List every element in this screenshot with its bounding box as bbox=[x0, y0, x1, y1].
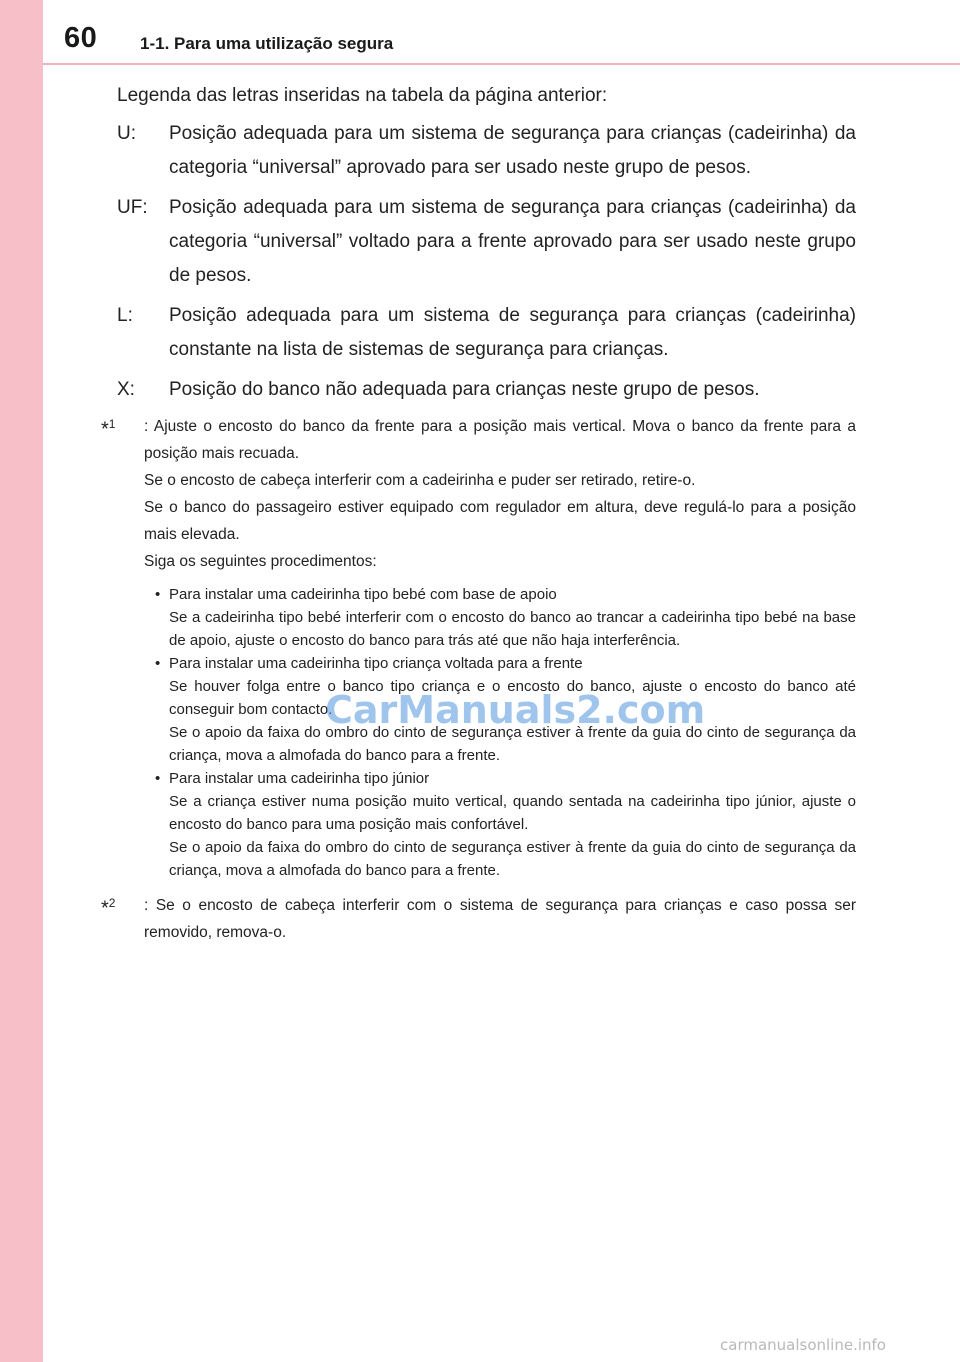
bullet-dot-icon: • bbox=[155, 770, 161, 787]
legend-key: L: bbox=[117, 305, 133, 326]
legend-text: Posição adequada para um sistema de segurança para crianças (cadeirinha) constante na lista de sistemas de segurança para crianças. bbox=[169, 305, 856, 360]
bullet-dot-icon: • bbox=[155, 655, 161, 672]
bullet-dot-icon: • bbox=[155, 586, 161, 603]
procedure-list bbox=[117, 583, 856, 882]
section-title: 1-1. Para uma utilização segura bbox=[140, 34, 394, 53]
legend-key: X: bbox=[117, 379, 135, 400]
page-number: 60 bbox=[64, 22, 98, 54]
legend-text: Posição adequada para um sistema de segurança para crianças (cadeirinha) da categoria “universal” voltado para a frente aprovado para ser usado neste grupo de pesos. bbox=[169, 197, 856, 286]
footnote-marker: *$^1$ bbox=[101, 417, 116, 441]
procedure-text: Se houver folga entre o banco tipo criança e o encosto do banco, ajuste o encosto do banco até conseguir bom contacto. bbox=[169, 678, 856, 718]
procedure-title: Para instalar uma cadeirinha tipo bebé com base de apoio bbox=[169, 586, 557, 603]
footer-watermark: carmanualsonline.info bbox=[720, 1336, 886, 1354]
page-content bbox=[101, 80, 856, 946]
footnote-line: Se o encosto de cabeça interferir com a cadeirinha e puder ser retirado, retire-o. bbox=[144, 472, 696, 489]
footnote-marker: *$^2$ bbox=[101, 896, 116, 920]
procedure-title: Para instalar uma cadeirinha tipo júnior bbox=[169, 770, 430, 787]
procedure-title: Para instalar uma cadeirinha tipo criança voltada para a frente bbox=[169, 655, 583, 672]
footnote-line: Siga os seguintes procedimentos: bbox=[144, 553, 377, 570]
procedure-text: Se a criança estiver numa posição muito vertical, quando sentada na cadeirinha tipo júnior, ajuste o encosto do banco para uma posição mais confortável. bbox=[169, 793, 856, 833]
footnote-1 bbox=[101, 413, 856, 882]
legend-item-x bbox=[117, 373, 856, 407]
footnote-2 bbox=[101, 892, 856, 946]
footnote-line: : Ajuste o encosto do banco da frente para a posição mais vertical. Mova o banco da frente para a posição mais recuada. bbox=[144, 418, 856, 462]
legend-intro: Legenda das letras inseridas na tabela da página anterior: bbox=[117, 85, 608, 106]
procedure-text: Se a cadeirinha tipo bebé interferir com o encosto do banco ao trancar a cadeirinha tipo bebé na base de apoio, ajuste o encosto do banco para trás até que não haja interferência. bbox=[169, 609, 856, 649]
legend-item-l bbox=[117, 299, 856, 367]
footnote-line: : Se o encosto de cabeça interferir com o sistema de segurança para crianças e caso possa ser removido, remova-o. bbox=[144, 897, 856, 941]
legend-key: UF: bbox=[117, 197, 148, 218]
legend-text: Posição do banco não adequada para crianças neste grupo de pesos. bbox=[169, 379, 760, 400]
procedure-text: Se o apoio da faixa do ombro do cinto de segurança estiver à frente da guia do cinto de segurança da criança, mova a almofada do banco para a frente. bbox=[169, 724, 856, 764]
legend-text: Posição adequada para um sistema de segurança para crianças (cadeirinha) da categoria “universal” aprovado para ser usado neste grupo de pesos. bbox=[169, 123, 856, 178]
procedure-item bbox=[155, 583, 856, 652]
watermark-text: CarManuals2.com bbox=[325, 688, 706, 732]
legend-key: U: bbox=[117, 123, 136, 144]
procedure-item bbox=[155, 767, 856, 882]
procedure-text: Se o apoio da faixa do ombro do cinto de segurança estiver à frente da guia do cinto de segurança da criança, mova a almofada do banco para a frente. bbox=[169, 839, 856, 879]
header-rule bbox=[43, 63, 960, 65]
footnote-line: Se o banco do passageiro estiver equipado com regulador em altura, deve regulá-lo para a posição mais elevada. bbox=[144, 499, 856, 543]
page-header bbox=[0, 0, 960, 66]
side-color-bar bbox=[0, 0, 43, 1362]
legend-item-u bbox=[117, 117, 856, 185]
legend-item-uf bbox=[117, 191, 856, 293]
